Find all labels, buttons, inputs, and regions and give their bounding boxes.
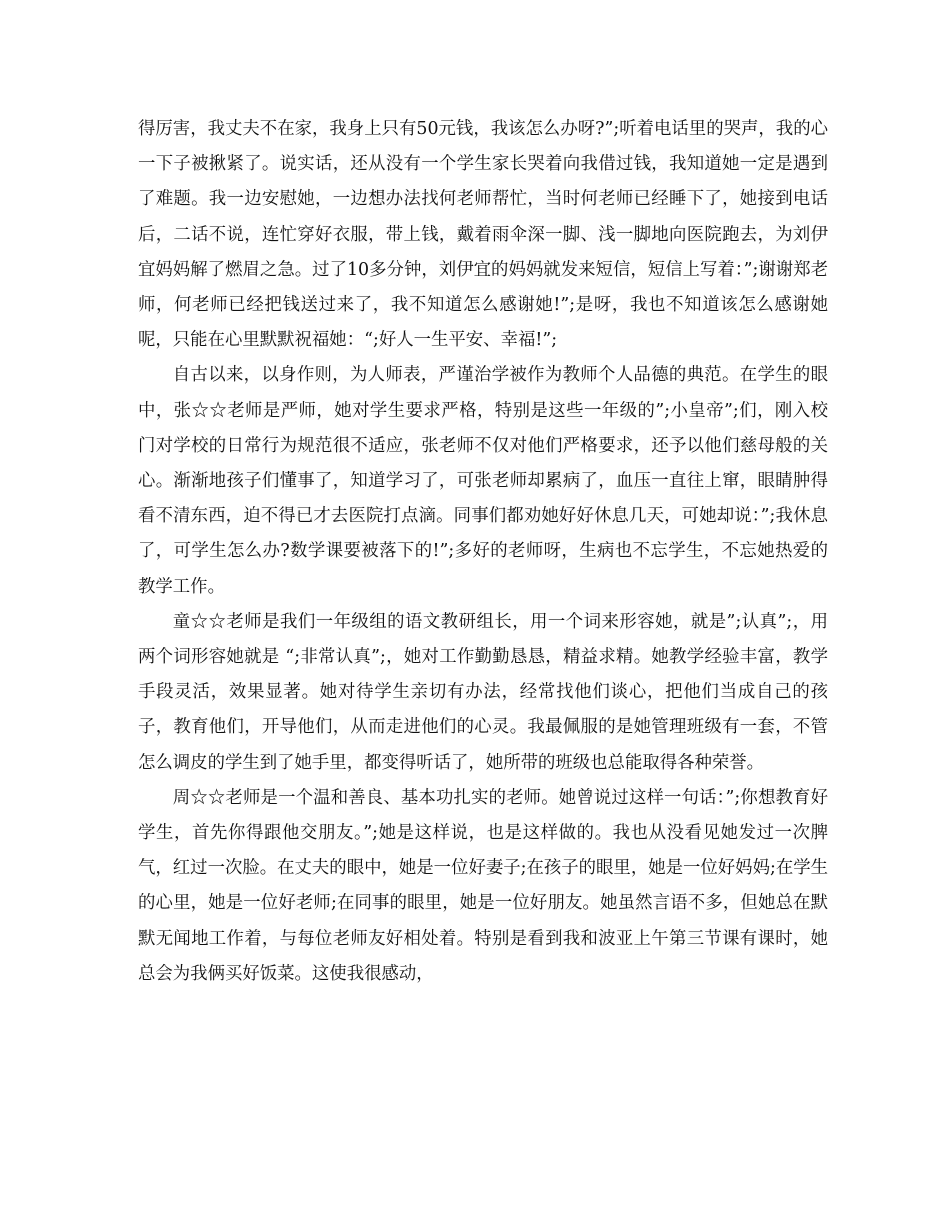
paragraph-4: 周☆☆老师是一个温和善良、基本功扎实的老师。她曾说过这样一句话：”;你想教育好学生，首先你得跟他交朋友。”;她是这样说，也是这样做的。我也从没看见她发过一次脾气，红过一次脸。在丈夫的眼中，她是一位好妻子;在孩子的眼里，她是一位好妈妈;在学生的心里，她是一位好老师;在同事的眼里，她是一位好朋友。她虽然言语不多，但她总在默默无闻地工作着，与每位老师友好相处着。特别是看到我和波亚上午第三节课有课时，她总会为我俩买好饭菜。这使我很感动，	[138, 787, 828, 984]
paragraph-3: 童☆☆老师是我们一年级组的语文教研组长，用一个词来形容她，就是”;认真”;，用两个词形容她就是 “;非常认真”;，她对工作勤勤恳恳，精益求精。她教学经验丰富，教学手段灵活，效果显著。她对待学生亲切有办法，经常找他们谈心，把他们当成自己的孩子，教育他们，开导他们，从而走进他们的心灵。我最佩服的是她管理班级有一套，不管怎么调皮的学生到了她手里，都变得听话了，她所带的班级也总能取得各种荣誉。	[138, 611, 828, 773]
paragraph-2: 自古以来，以身作则，为人师表，严谨治学被作为教师个人品德的典范。在学生的眼中，张☆☆老师是严师，她对学生要求严格，特别是这些一年级的”;小皇帝”;们，刚入校门对学校的日常行为规范很不适应，张老师不仅对他们严格要求，还予以他们慈母般的关心。渐渐地孩子们懂事了，知道学习了，可张老师却累病了，血压一直往上窜，眼睛肿得看不清东西，迫不得已才去医院打点滴。同事们都劝她好好休息几天，可她却说：”;我休息了，可学生怎么办?数学课要被落下的!”;多好的老师呀，生病也不忘学生，不忘她热爱的教学工作。	[138, 365, 828, 597]
document-body	[138, 112, 828, 992]
paragraph-1: 得厉害，我丈夫不在家，我身上只有50元钱，我该怎么办呀?”;听着电话里的哭声，我的心一下子被揪紧了。说实话，还从没有一个学生家长哭着向我借过钱，我知道她一定是遇到了难题。我一边安慰她，一边想办法找何老师帮忙，当时何老师已经睡下了，她接到电话后，二话不说，连忙穿好衣服，带上钱，戴着雨伞深一脚、浅一脚地向医院跑去，为刘伊宜妈妈解了燃眉之急。过了10多分钟，刘伊宜的妈妈就发来短信，短信上写着：”;谢谢郑老师，何老师已经把钱送过来了，我不知道怎么感谢她!”;是呀，我也不知道该怎么感谢她呢，只能在心里默默祝福她：“;好人一生平安、幸福!”;	[138, 119, 828, 351]
